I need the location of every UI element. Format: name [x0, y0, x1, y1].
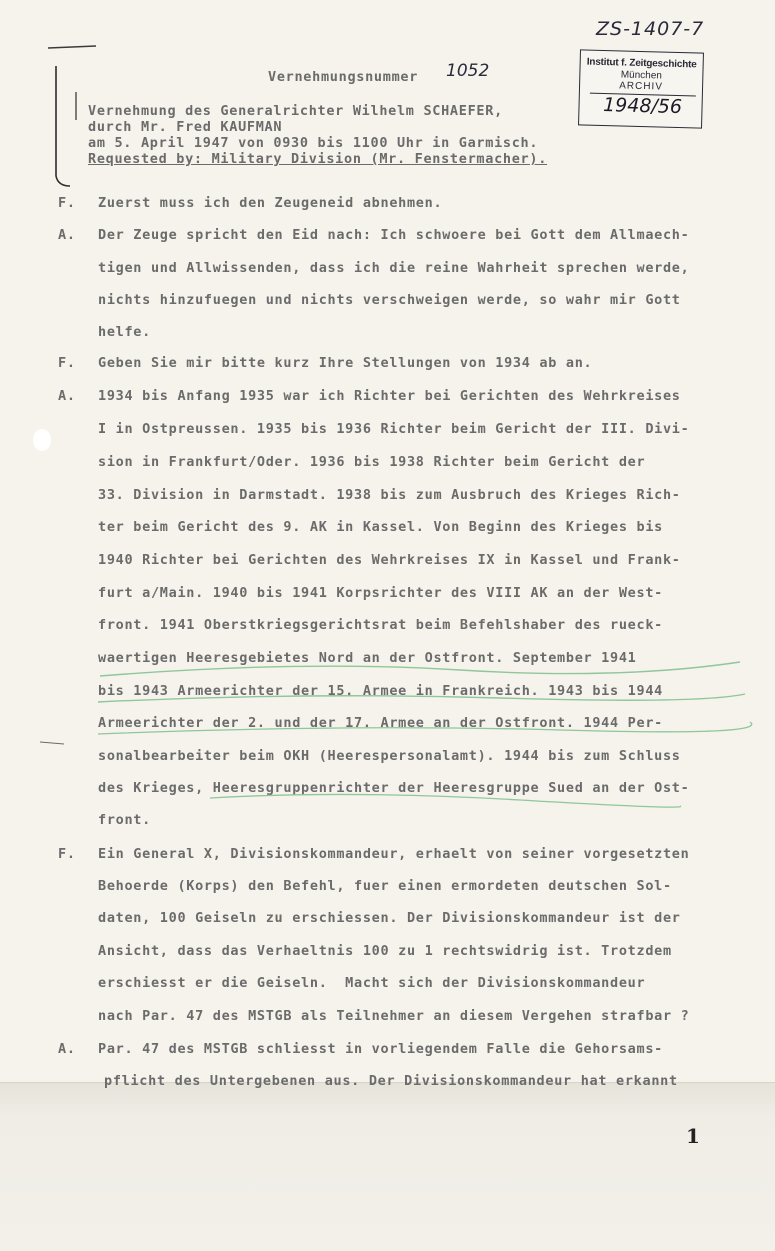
body-line: front. [98, 812, 151, 828]
body-line: Behoerde (Korps) den Befehl, fuer einen ermordeten deutschen Sol- [98, 878, 672, 894]
stamp-number: 1948/56 [589, 93, 696, 119]
green-underline-mark [98, 694, 745, 702]
body-line: Der Zeuge spricht den Eid nach: Ich schwoere bei Gott dem Allmaech- [98, 227, 690, 243]
body-line: helfe. [98, 324, 151, 340]
speaker-marker: F. [58, 846, 76, 862]
body-line: Armeerichter der 2. und der 17. Armee an der Ostfront. 1944 Per- [98, 715, 663, 731]
body-line: ter beim Gericht des 9. AK in Kassel. Von Beginn des Krieges bis [98, 519, 663, 535]
speaker-marker: A. [58, 1041, 76, 1057]
header-line-4: Requested by: Military Division (Mr. Fenstermacher). [88, 151, 548, 167]
green-underline-mark [100, 662, 740, 676]
body-line: Zuerst muss ich den Zeugeneid abnehmen. [98, 195, 443, 211]
punch-hole [33, 429, 51, 451]
speaker-marker: A. [58, 227, 76, 243]
stamp-institute: Institut f. Zeitgeschichte [586, 56, 697, 71]
header-line-2: durch Mr. Fred KAUFMAN [88, 119, 283, 135]
stamp-archive: ARCHIV [619, 80, 664, 93]
speaker-marker: F. [58, 195, 76, 211]
green-underline-mark [210, 794, 681, 807]
header-line-3: am 5. April 1947 von 0930 bis 1100 Uhr in Garmisch. [88, 135, 539, 151]
body-line: I in Ostpreussen. 1935 bis 1936 Richter beim Gericht der III. Divi- [98, 421, 690, 437]
body-line: pflicht des Untergebenen aus. Der Divisionskommandeur hat erkannt [104, 1073, 678, 1089]
body-line: sonalbearbeiter beim OKH (Heerespersonalamt). 1944 bis zum Schluss [98, 748, 681, 764]
body-line: 1940 Richter bei Gerichten des Wehrkreises IX in Kassel und Frank- [98, 552, 681, 568]
body-line: bis 1943 Armeerichter der 15. Armee in Frankreich. 1943 bis 1944 [98, 683, 663, 699]
interrogation-number: 1052 [446, 61, 490, 81]
archive-signature: ZS-1407-7 [596, 18, 705, 40]
margin-dash-mark [40, 742, 64, 744]
body-line: sion in Frankfurt/Oder. 1936 bis 1938 Richter beim Gericht der [98, 454, 646, 470]
speaker-marker: A. [58, 388, 76, 404]
interrogation-number-label: Vernehmungsnummer [268, 69, 419, 85]
margin-tick-mark [48, 46, 96, 48]
green-underline-mark [98, 722, 752, 734]
body-line: Ansicht, dass das Verhaeltnis 100 zu 1 rechtswidrig ist. Trotzdem [98, 943, 672, 959]
header-line-1: Vernehmung des Generalrichter Wilhelm SCHAEFER, [88, 103, 503, 119]
page-number: 1 [686, 1124, 700, 1148]
margin-bracket-mark [56, 66, 70, 186]
body-line: tigen und Allwissenden, dass ich die reine Wahrheit sprechen werde, [98, 260, 690, 276]
body-line: nach Par. 47 des MSTGB als Teilnehmer an diesem Vergehen strafbar ? [98, 1008, 690, 1024]
body-line: nichts hinzufuegen und nichts verschweigen werde, so wahr mir Gott [98, 292, 681, 308]
body-line: erschiesst er die Geiseln. Macht sich der Divisionskommandeur [98, 975, 646, 991]
stamp-city: München [620, 69, 663, 82]
body-line: front. 1941 Oberstkriegsgerichtsrat beim Befehlshaber des rueck- [98, 617, 663, 633]
body-line: furt a/Main. 1940 bis 1941 Korpsrichter des VIII AK an der West- [98, 585, 663, 601]
body-line: waertigen Heeresgebietes Nord an der Ostfront. September 1941 [98, 650, 637, 666]
body-line: daten, 100 Geiseln zu erschiessen. Der Divisionskommandeur ist der [98, 910, 681, 926]
body-line: 33. Division in Darmstadt. 1938 bis zum Ausbruch des Krieges Rich- [98, 487, 681, 503]
body-line: Geben Sie mir bitte kurz Ihre Stellungen von 1934 ab an. [98, 355, 593, 371]
body-line: Par. 47 des MSTGB schliesst in vorliegendem Falle die Gehorsams- [98, 1041, 663, 1057]
body-line: 1934 bis Anfang 1935 war ich Richter bei Gerichten des Wehrkreises [98, 388, 681, 404]
body-line: Ein General X, Divisionskommandeur, erhaelt von seiner vorgesetzten [98, 846, 690, 862]
body-line: des Krieges, Heeresgruppenrichter der Heeresgruppe Sued an der Ost- [98, 780, 690, 796]
speaker-marker: F. [58, 355, 76, 371]
